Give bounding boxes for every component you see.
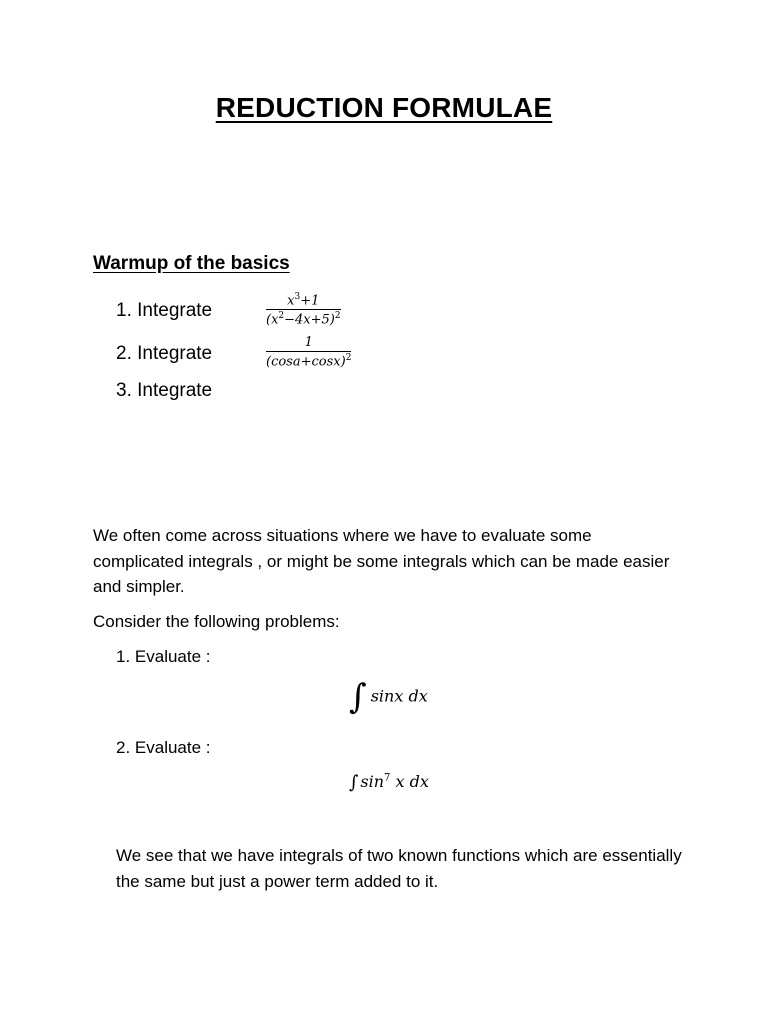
warmup-fraction-1 <box>266 292 341 328</box>
problem-1-label: 1. Evaluate : <box>116 647 211 666</box>
problem-1-integrand: sinx dx <box>370 686 428 706</box>
warmup-fraction-2 <box>266 335 351 369</box>
problem-2-label: 2. Evaluate : <box>116 738 211 757</box>
fraction-1-numerator: $x^3+1$ <box>266 292 341 310</box>
intro-paragraph: We often come across situations where we have to evaluate some complicated integrals , or might be some integrals which can be made easier and simpler. <box>93 526 670 596</box>
title-text: REDUCTION FORMULAE <box>215 92 553 123</box>
page-title <box>0 92 768 124</box>
integral-icon: ∫ <box>349 772 359 793</box>
problem-2-rest: x dx <box>390 772 429 791</box>
warmup-item-3: 3. Integrate <box>116 380 213 401</box>
warmup-item-2: 2. Integrate <box>116 343 213 364</box>
warmup-heading: Warmup of the basics <box>93 253 290 274</box>
integral-icon: ∫ <box>349 677 367 717</box>
conclusion-paragraph: We see that we have integrals of two known functions which are essentially the same but just a power term added to it. <box>116 846 682 891</box>
problem-2-power: 7 <box>384 772 391 784</box>
problem-2-expression <box>349 772 429 793</box>
consider-paragraph: Consider the following problems: <box>93 612 340 631</box>
problem-1-expression <box>349 677 428 717</box>
fraction-2-denominator: $(\cos a+\cos x)^2$ <box>266 353 352 370</box>
problem-2-base: sin <box>360 772 385 791</box>
fraction-1-denominator: $(x^2-4x+5)^2$ <box>266 311 341 328</box>
fraction-2-numerator: 1 <box>266 335 351 352</box>
warmup-item-1: 1. Integrate <box>116 300 213 321</box>
